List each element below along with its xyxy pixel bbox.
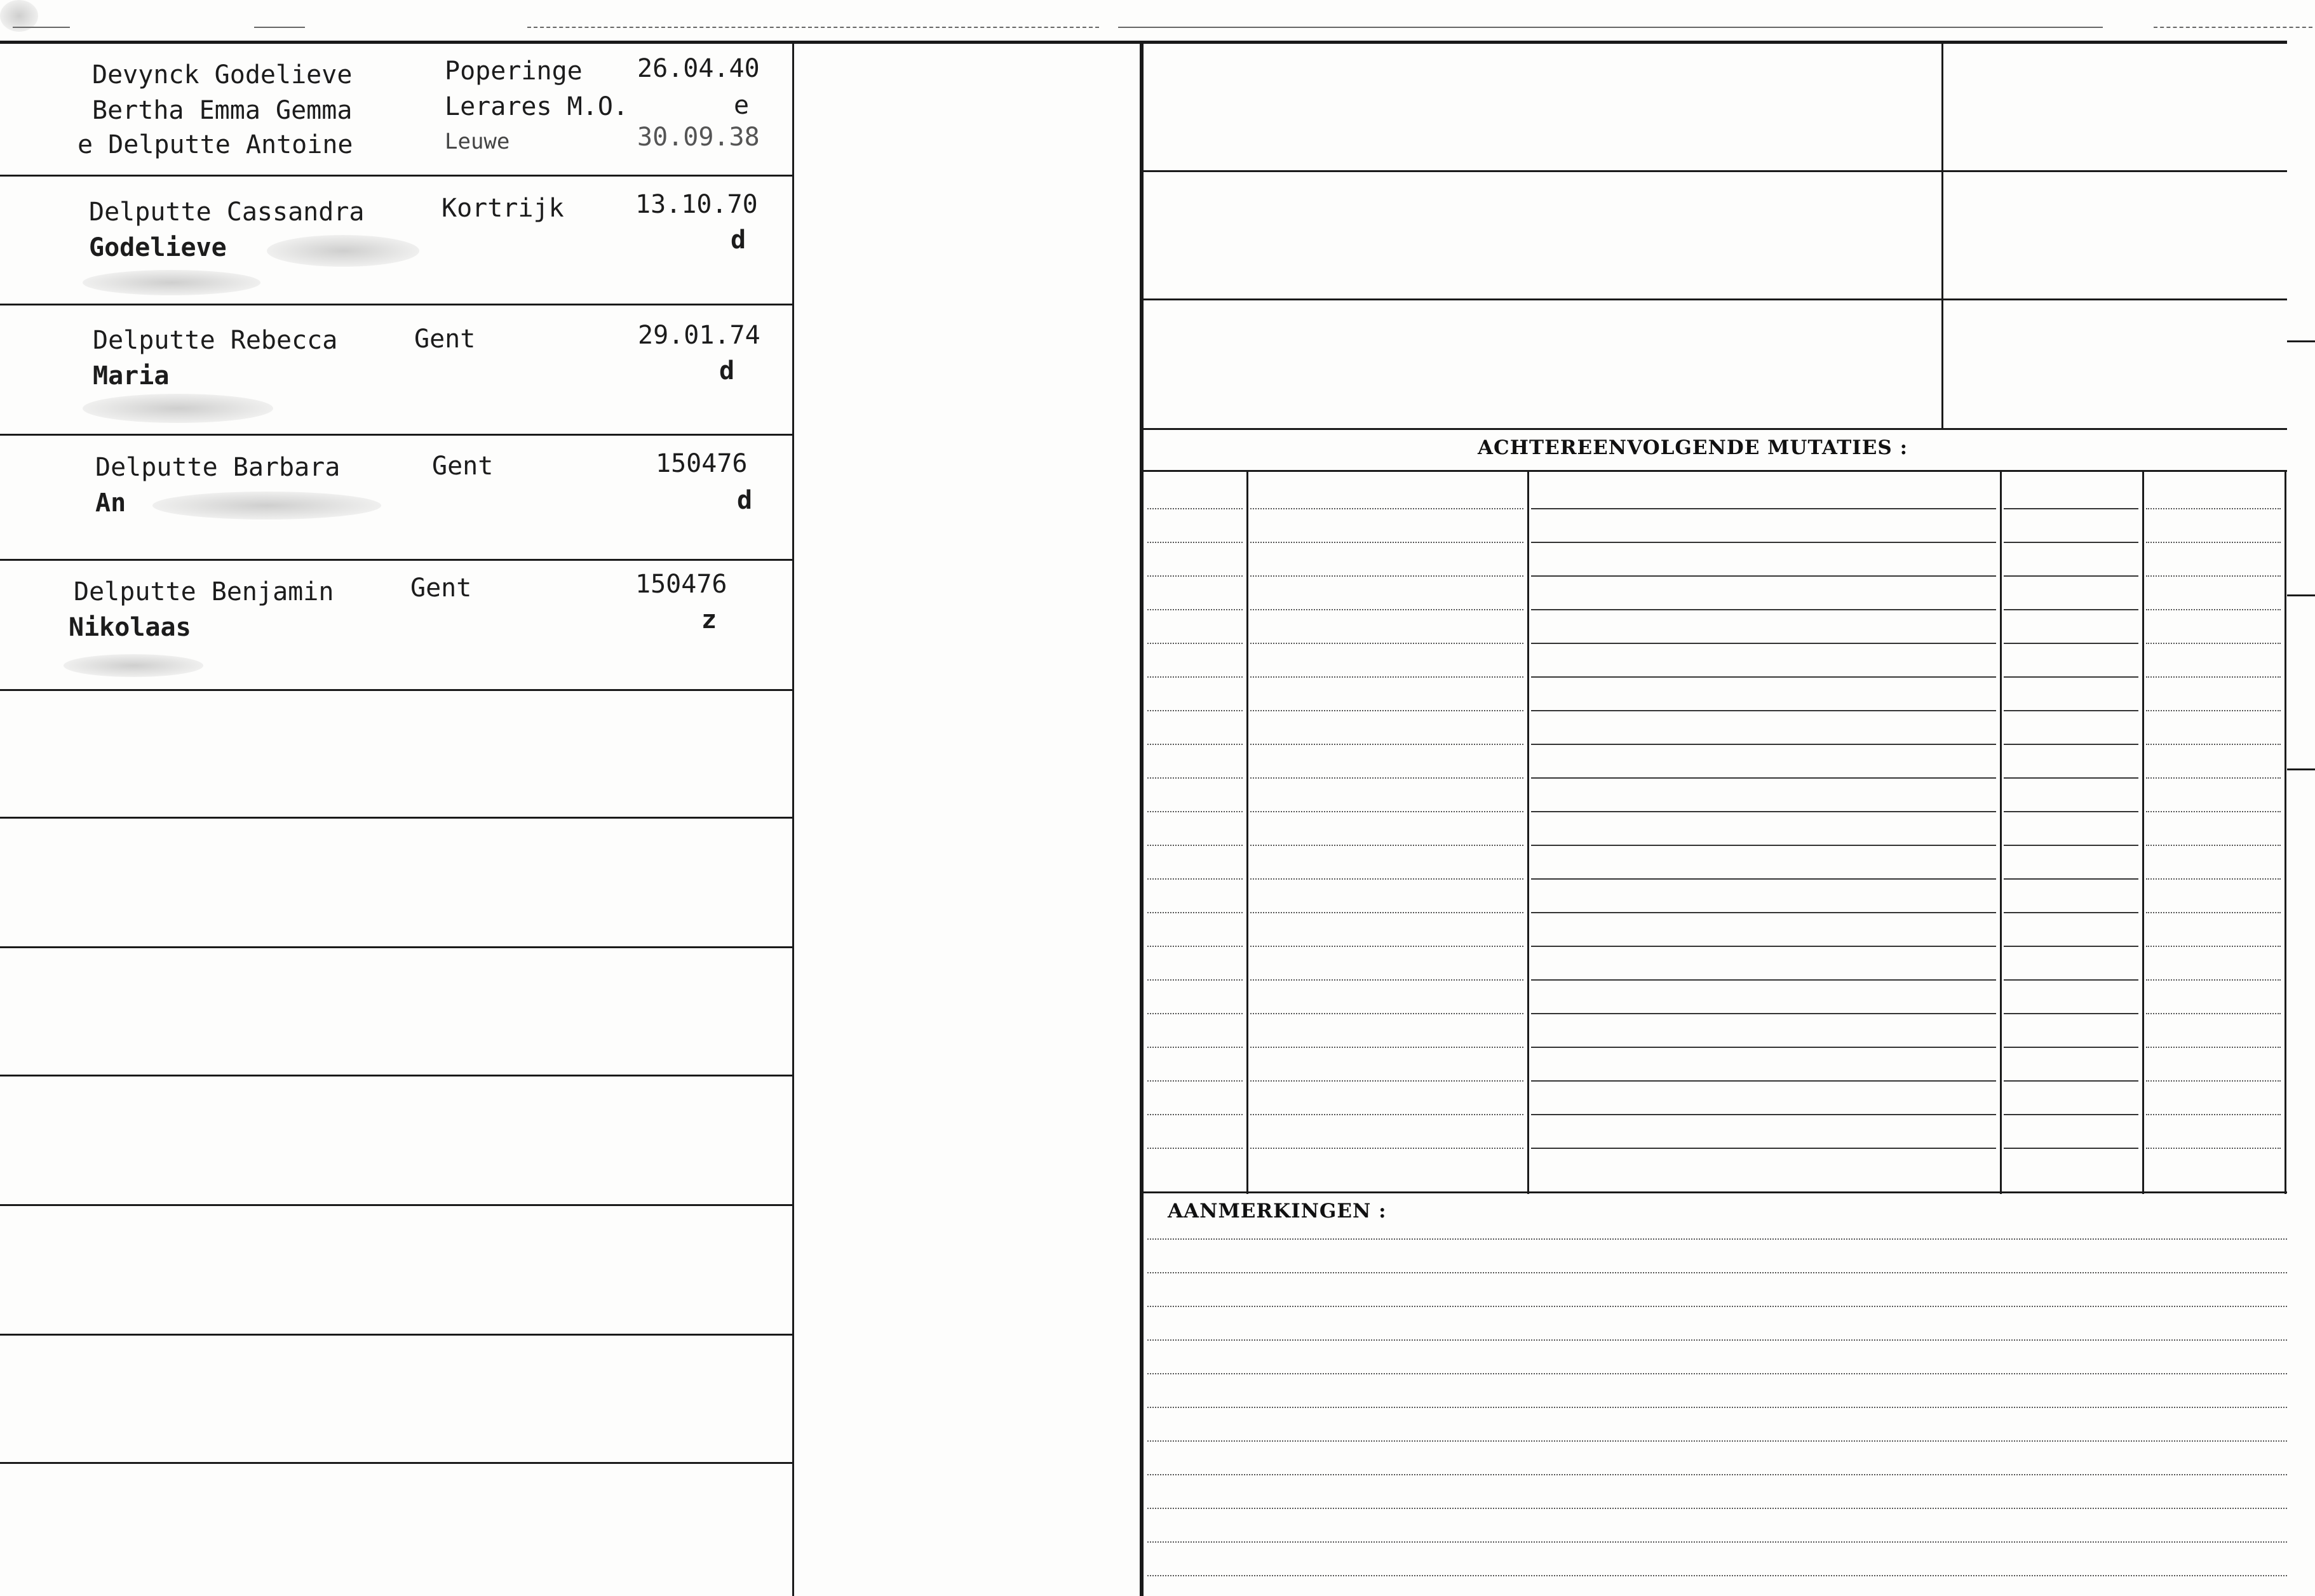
column-divider-main <box>1140 41 1144 1596</box>
mutaties-ruled-line <box>2004 575 2138 577</box>
mutaties-ruled-line <box>1531 912 1996 913</box>
scan-smudge <box>0 0 38 32</box>
mutaties-ruled-line <box>1147 676 1243 678</box>
entry-place-line: Leuwe <box>445 129 510 154</box>
edge-tick <box>2287 340 2315 342</box>
mutaties-ruled-line <box>1531 878 1996 880</box>
aanmerkingen-ruled-line <box>1147 1238 2287 1240</box>
mutaties-ruled-line <box>1147 710 1243 711</box>
mutaties-ruled-line <box>1250 676 1523 678</box>
entry-date-line: e <box>734 91 750 120</box>
entry-name-line: Delputte Benjamin <box>74 577 334 607</box>
mutaties-ruled-line <box>1531 845 1996 846</box>
mutaties-ruled-line <box>1531 643 1996 644</box>
edge-tick <box>2287 768 2315 770</box>
entry-place-line: Gent <box>410 573 472 603</box>
mutaties-ruled-line <box>1250 878 1523 880</box>
mutaties-ruled-line <box>1147 643 1243 644</box>
mutaties-ruled-line <box>2146 1148 2281 1149</box>
mutaties-ruled-line <box>2146 609 2281 610</box>
entry-date-line: 13.10.70 <box>635 190 758 219</box>
mutaties-ruled-line <box>1147 744 1243 745</box>
aanmerkingen-ruled-line <box>1147 1575 2287 1576</box>
mutaties-ruled-line <box>2004 710 2138 711</box>
mutaties-ruled-line <box>2146 979 2281 981</box>
mutaties-ruled-line <box>1250 609 1523 610</box>
row-divider <box>0 817 792 819</box>
mutaties-ruled-line <box>2004 946 2138 947</box>
scan-dash <box>527 27 1099 28</box>
mutaties-ruled-line <box>2146 710 2281 711</box>
mutaties-ruled-line <box>1250 777 1523 779</box>
mutaties-ruled-line <box>2004 1080 2138 1082</box>
top-border <box>0 41 2287 44</box>
mutaties-ruled-line <box>1531 1114 1996 1115</box>
faded-text <box>64 654 203 677</box>
mutaties-ruled-line <box>1250 643 1523 644</box>
mutaties-ruled-line <box>2004 811 2138 812</box>
mutaties-ruled-line <box>1147 1047 1243 1048</box>
mutaties-column <box>2142 471 2144 1194</box>
mutaties-ruled-line <box>1531 1047 1996 1048</box>
aanmerkingen-ruled-line <box>1147 1339 2287 1341</box>
entry-place-line: Lerares M.O. <box>445 92 628 121</box>
mutaties-ruled-line <box>1250 979 1523 981</box>
mutaties-ruled-line <box>1147 542 1243 543</box>
mutaties-bottom-line <box>1144 1191 2287 1193</box>
entry-place-line: Poperinge <box>445 57 583 86</box>
mutaties-ruled-line <box>2004 676 2138 678</box>
mutaties-ruled-line <box>2004 609 2138 610</box>
entry-date-line: 30.09.38 <box>637 123 760 152</box>
entry-name-line: An <box>95 488 126 518</box>
entry-date-line: d <box>731 225 746 255</box>
scan-dash <box>254 27 305 28</box>
mutaties-ruled-line <box>2146 643 2281 644</box>
entry-date-line: d <box>737 486 753 515</box>
aanmerkingen-heading: AANMERKINGEN : <box>1168 1200 1387 1223</box>
mutaties-ruled-line <box>2146 777 2281 779</box>
entry-date-line: 26.04.40 <box>637 54 760 83</box>
mutaties-ruled-line <box>2004 1013 2138 1014</box>
mutaties-ruled-line <box>1531 1013 1996 1014</box>
mutaties-ruled-line <box>1147 609 1243 610</box>
mutaties-ruled-line <box>2004 845 2138 846</box>
mutaties-ruled-line <box>2004 1114 2138 1115</box>
mutaties-ruled-line <box>1531 1080 1996 1082</box>
mutaties-ruled-line <box>2146 1047 2281 1048</box>
entry-place-line: Gent <box>432 452 494 481</box>
mutaties-ruled-line <box>2146 542 2281 543</box>
mutaties-ruled-line <box>1147 1080 1243 1082</box>
row-divider <box>0 175 792 177</box>
aanmerkingen-ruled-line <box>1147 1440 2287 1442</box>
mutaties-ruled-line <box>2004 878 2138 880</box>
mutaties-ruled-line <box>2146 878 2281 880</box>
mutaties-ruled-line <box>2004 1047 2138 1048</box>
mutaties-ruled-line <box>1250 542 1523 543</box>
mutaties-ruled-line <box>1250 912 1523 913</box>
mutaties-ruled-line <box>2004 508 2138 509</box>
mutaties-ruled-line <box>2146 1080 2281 1082</box>
entry-date-line: 150476 <box>656 449 748 478</box>
entry-place-line: Kortrijk <box>442 194 564 223</box>
mutaties-ruled-line <box>2146 845 2281 846</box>
mutaties-ruled-line <box>1531 777 1996 779</box>
entry-name-line: e Delputte Antoine <box>78 130 353 159</box>
row-divider <box>0 304 792 305</box>
entry-date-line: z <box>701 605 717 634</box>
aanmerkingen-ruled-line <box>1147 1474 2287 1475</box>
entry-date-line: 150476 <box>635 570 727 599</box>
entry-date-line: d <box>719 356 735 386</box>
row-divider <box>0 1075 792 1076</box>
mutaties-ruled-line <box>1250 1148 1523 1149</box>
mutaties-ruled-line <box>1250 845 1523 846</box>
mutaties-ruled-line <box>1531 609 1996 610</box>
mutaties-ruled-line <box>2146 811 2281 812</box>
entry-name-line: Delputte Rebecca <box>93 326 338 355</box>
mutaties-ruled-line <box>1147 979 1243 981</box>
column-divider <box>792 41 794 1596</box>
mutaties-ruled-line <box>2146 912 2281 913</box>
scan-dash <box>1118 27 2103 28</box>
aanmerkingen-ruled-line <box>1147 1407 2287 1408</box>
mutaties-ruled-line <box>2146 575 2281 577</box>
scan-edge <box>0 0 2315 44</box>
box-divider <box>1140 170 2287 172</box>
faded-text <box>267 235 419 267</box>
mutaties-ruled-line <box>1531 575 1996 577</box>
mutaties-ruled-line <box>2004 1148 2138 1149</box>
mutaties-ruled-line <box>1147 845 1243 846</box>
mutaties-ruled-line <box>1147 878 1243 880</box>
row-divider <box>0 434 792 436</box>
mutaties-ruled-line <box>1531 710 1996 711</box>
entry-name-line: Nikolaas <box>69 613 191 642</box>
mutaties-ruled-line <box>1147 912 1243 913</box>
mutaties-ruled-line <box>1250 575 1523 577</box>
column-divider <box>1941 41 1943 428</box>
row-divider <box>0 689 792 691</box>
mutaties-ruled-line <box>1531 811 1996 812</box>
entry-name-line: Devynck Godelieve <box>92 60 353 90</box>
mutaties-ruled-line <box>1147 508 1243 509</box>
mutaties-ruled-line <box>1250 710 1523 711</box>
mutaties-ruled-line <box>1531 542 1996 543</box>
row-divider <box>0 1334 792 1336</box>
mutaties-ruled-line <box>1531 946 1996 947</box>
mutaties-ruled-line <box>2146 946 2281 947</box>
mutaties-heading: ACHTEREENVOLGENDE MUTATIES : <box>1478 436 1908 459</box>
mutaties-ruled-line <box>2146 1013 2281 1014</box>
row-divider <box>0 1462 792 1464</box>
mutaties-ruled-line <box>1250 1114 1523 1115</box>
entry-name-line: Maria <box>93 361 170 391</box>
aanmerkingen-ruled-line <box>1147 1306 2287 1307</box>
entry-place-line: Gent <box>414 325 476 354</box>
mutaties-ruled-line <box>1531 744 1996 745</box>
entry-name-line: Delputte Cassandra <box>89 198 365 227</box>
box-divider <box>1140 298 2287 300</box>
mutaties-ruled-line <box>1250 811 1523 812</box>
faded-text <box>83 270 260 295</box>
mutaties-ruled-line <box>2146 676 2281 678</box>
mutaties-ruled-line <box>2004 744 2138 745</box>
mutaties-column <box>2000 471 2002 1194</box>
mutaties-column <box>1527 471 1529 1194</box>
mutaties-ruled-line <box>2146 508 2281 509</box>
mutaties-ruled-line <box>1531 508 1996 509</box>
faded-text <box>152 492 381 520</box>
mutaties-ruled-line <box>1147 1013 1243 1014</box>
mutaties-ruled-line <box>2004 542 2138 543</box>
entry-date-line: 29.01.74 <box>638 321 760 350</box>
box-divider <box>1140 428 2287 430</box>
mutaties-ruled-line <box>1531 676 1996 678</box>
mutaties-column <box>1246 471 1248 1194</box>
mutaties-ruled-line <box>1250 1047 1523 1048</box>
mutaties-ruled-line <box>1250 744 1523 745</box>
mutaties-ruled-line <box>2146 1114 2281 1115</box>
aanmerkingen-ruled-line <box>1147 1272 2287 1273</box>
edge-tick <box>2287 594 2315 596</box>
row-divider <box>0 559 792 561</box>
mutaties-ruled-line <box>1250 1013 1523 1014</box>
aanmerkingen-ruled-line <box>1147 1541 2287 1543</box>
mutaties-column <box>2285 471 2286 1194</box>
scan-dash <box>2154 27 2312 28</box>
mutaties-ruled-line <box>1531 979 1996 981</box>
mutaties-ruled-line <box>2146 744 2281 745</box>
entry-name-line: Godelieve <box>89 233 227 262</box>
mutaties-ruled-line <box>2004 912 2138 913</box>
aanmerkingen-ruled-line <box>1147 1508 2287 1509</box>
entry-name-line: Delputte Barbara <box>95 453 341 482</box>
aanmerkingen-ruled-line <box>1147 1373 2287 1374</box>
mutaties-ruled-line <box>1250 1080 1523 1082</box>
mutaties-ruled-line <box>1147 946 1243 947</box>
mutaties-ruled-line <box>1147 575 1243 577</box>
mutaties-ruled-line <box>1250 508 1523 509</box>
mutaties-ruled-line <box>2004 643 2138 644</box>
mutaties-ruled-line <box>1147 777 1243 779</box>
row-divider <box>0 946 792 948</box>
mutaties-header-line <box>1144 470 2287 472</box>
entry-name-line: Bertha Emma Gemma <box>92 96 353 125</box>
row-divider <box>0 1204 792 1206</box>
faded-text <box>83 394 273 423</box>
mutaties-ruled-line <box>1147 1148 1243 1149</box>
mutaties-ruled-line <box>1147 811 1243 812</box>
mutaties-ruled-line <box>1531 1148 1996 1149</box>
mutaties-ruled-line <box>1147 1114 1243 1115</box>
mutaties-ruled-line <box>2004 777 2138 779</box>
mutaties-ruled-line <box>2004 979 2138 981</box>
mutaties-ruled-line <box>1250 946 1523 947</box>
